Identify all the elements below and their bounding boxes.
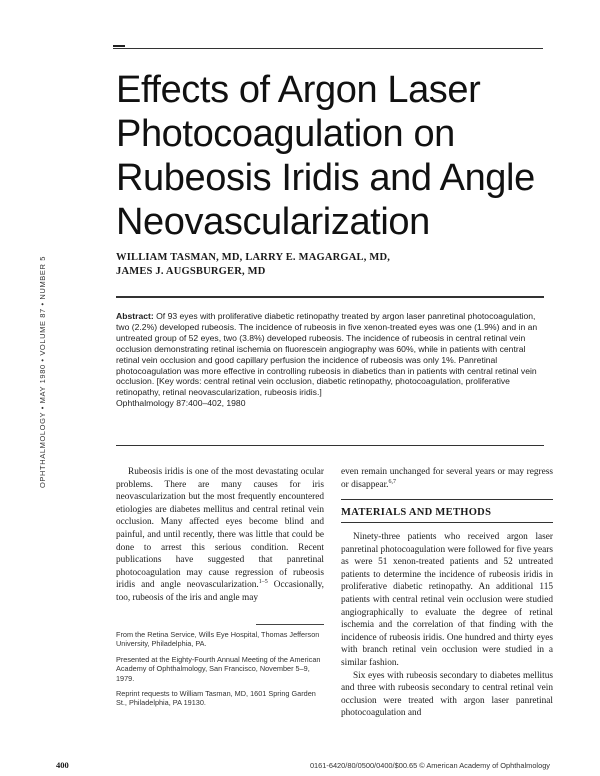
title-line: Neovascularization	[116, 201, 430, 243]
top-rule	[113, 48, 543, 49]
footnote-affiliation: From the Retina Service, Wills Eye Hospital, Thomas Jefferson University, Philadelphia, PA.	[116, 630, 320, 649]
ref-superscript: 6,7	[388, 478, 397, 485]
title-line: Rubeosis Iridis and Angle	[116, 157, 535, 199]
intro-cont-text: even remain unchanged for several years or may regress or disappear.	[341, 467, 553, 490]
abstract	[116, 311, 542, 409]
abstract-top-rule	[116, 296, 544, 298]
body-column-right-top	[341, 466, 553, 491]
footnote-presented: Presented at the Eighty-Fourth Annual Meeting of the American Academy of Ophthalmology, San Francisco, November 5–9, 1979.	[116, 654, 321, 683]
methods-paragraph: Ninety-three patients who received argon laser panretinal photocoagulation were followed for five years as were 51 xenon-treated patients and 52 untreated patients to determine the incidence of rubeosis iridis in proliferative diabetic retinopathy. An additional 115 patients with central retinal vein occlusion were studied angiographically to evaluate the degree of retinal ischemia and the correlation of that finding with the incidence of rubeosis iridis. One hundred and thirty eyes with branch retinal vein occlusion were studied in a similar fashion.	[341, 532, 553, 668]
authors-line: JAMES J. AUGSBURGER, MD	[116, 266, 266, 277]
section-rule-bottom	[341, 522, 553, 523]
copyright-line: 0161-6420/80/0500/0400/$00.65 © American Academy of Ophthalmology	[309, 761, 550, 770]
title-line: Photocoagulation on	[116, 113, 455, 155]
footnote-separator	[256, 624, 324, 625]
abstract-label: Abstract:	[116, 311, 154, 321]
intro-paragraph	[116, 466, 324, 605]
intro-text: Rubeosis iridis is one of the most devastating ocular problems. There are many causes for iris neovascularization but the most frequently encountered etiologies are diabetes mellitus and central retinal vein occlusion. Many affected eyes become blind and painful, and until recently, there was little that could be done to arrest this serious condition. Recent publications have suggested that panretinal photocoagulation may cause regression of rubeosis iridis and angle neovascularization.	[116, 467, 324, 591]
title-line: Effects of Argon Laser	[116, 69, 481, 111]
abstract-bottom-rule	[116, 445, 544, 446]
abstract-citation: Ophthalmology 87:400–402, 1980	[116, 398, 246, 409]
intro-continuation	[341, 466, 553, 491]
author-list	[116, 251, 546, 279]
footnotes	[116, 630, 324, 714]
section-rule-top	[341, 499, 553, 500]
abstract-text: Of 93 eyes with proliferative diabetic retinopathy treated by argon laser panretinal photocoagulation, two (2.2%) developed rubeosis. The incidence of rubeosis in five xenon-treated eyes was one (1.9%) and in an untreated group of 52 eyes, two (3.8%) developed rubeosis. The incidence of rubeosis in central retinal vein occlusion demonstrating retinal ischemia on fluorescein angiography was 60%, while in patients with central retinal vein occlusion and good capillary perfusion the incidence of rubeosis was only 1%. Panretinal photocoagulation was more effective in controlling rubeosis in diabetics than in patients with central retinal vein occlusion. [Key words: central retinal vein occlusion, diabetic retinopathy, photocoagulation, proliferative retinopathy, retinal neovascularization, rubeosis iridis.]	[116, 311, 538, 398]
top-mark	[113, 45, 125, 47]
methods-paragraph: Six eyes with rubeosis secondary to diabetes mellitus and three with rubeosis secondary to central retinal vein occlusion were treated with argon laser panretinal photocoagulation and	[341, 670, 553, 719]
article-title	[116, 68, 546, 244]
section-heading: MATERIALS AND METHODS	[341, 507, 492, 518]
page-number: 400	[56, 760, 69, 770]
body-column-left	[116, 466, 324, 605]
journal-sidebar: OPHTHALMOLOGY • MAY 1980 • VOLUME 87 • NUMBER 5	[38, 256, 47, 488]
body-column-right	[341, 531, 553, 720]
intro-text-cont: Occasionally, too, rubeosis of the iris and angle may	[116, 580, 324, 603]
footnote-reprints: Reprint requests to William Tasman, MD, 1601 Spring Garden St., Philadelphia, PA 19130.	[116, 689, 316, 708]
authors-line: WILLIAM TASMAN, MD, LARRY E. MAGARGAL, MD,	[116, 252, 391, 263]
ref-superscript: 1–5	[258, 579, 268, 586]
